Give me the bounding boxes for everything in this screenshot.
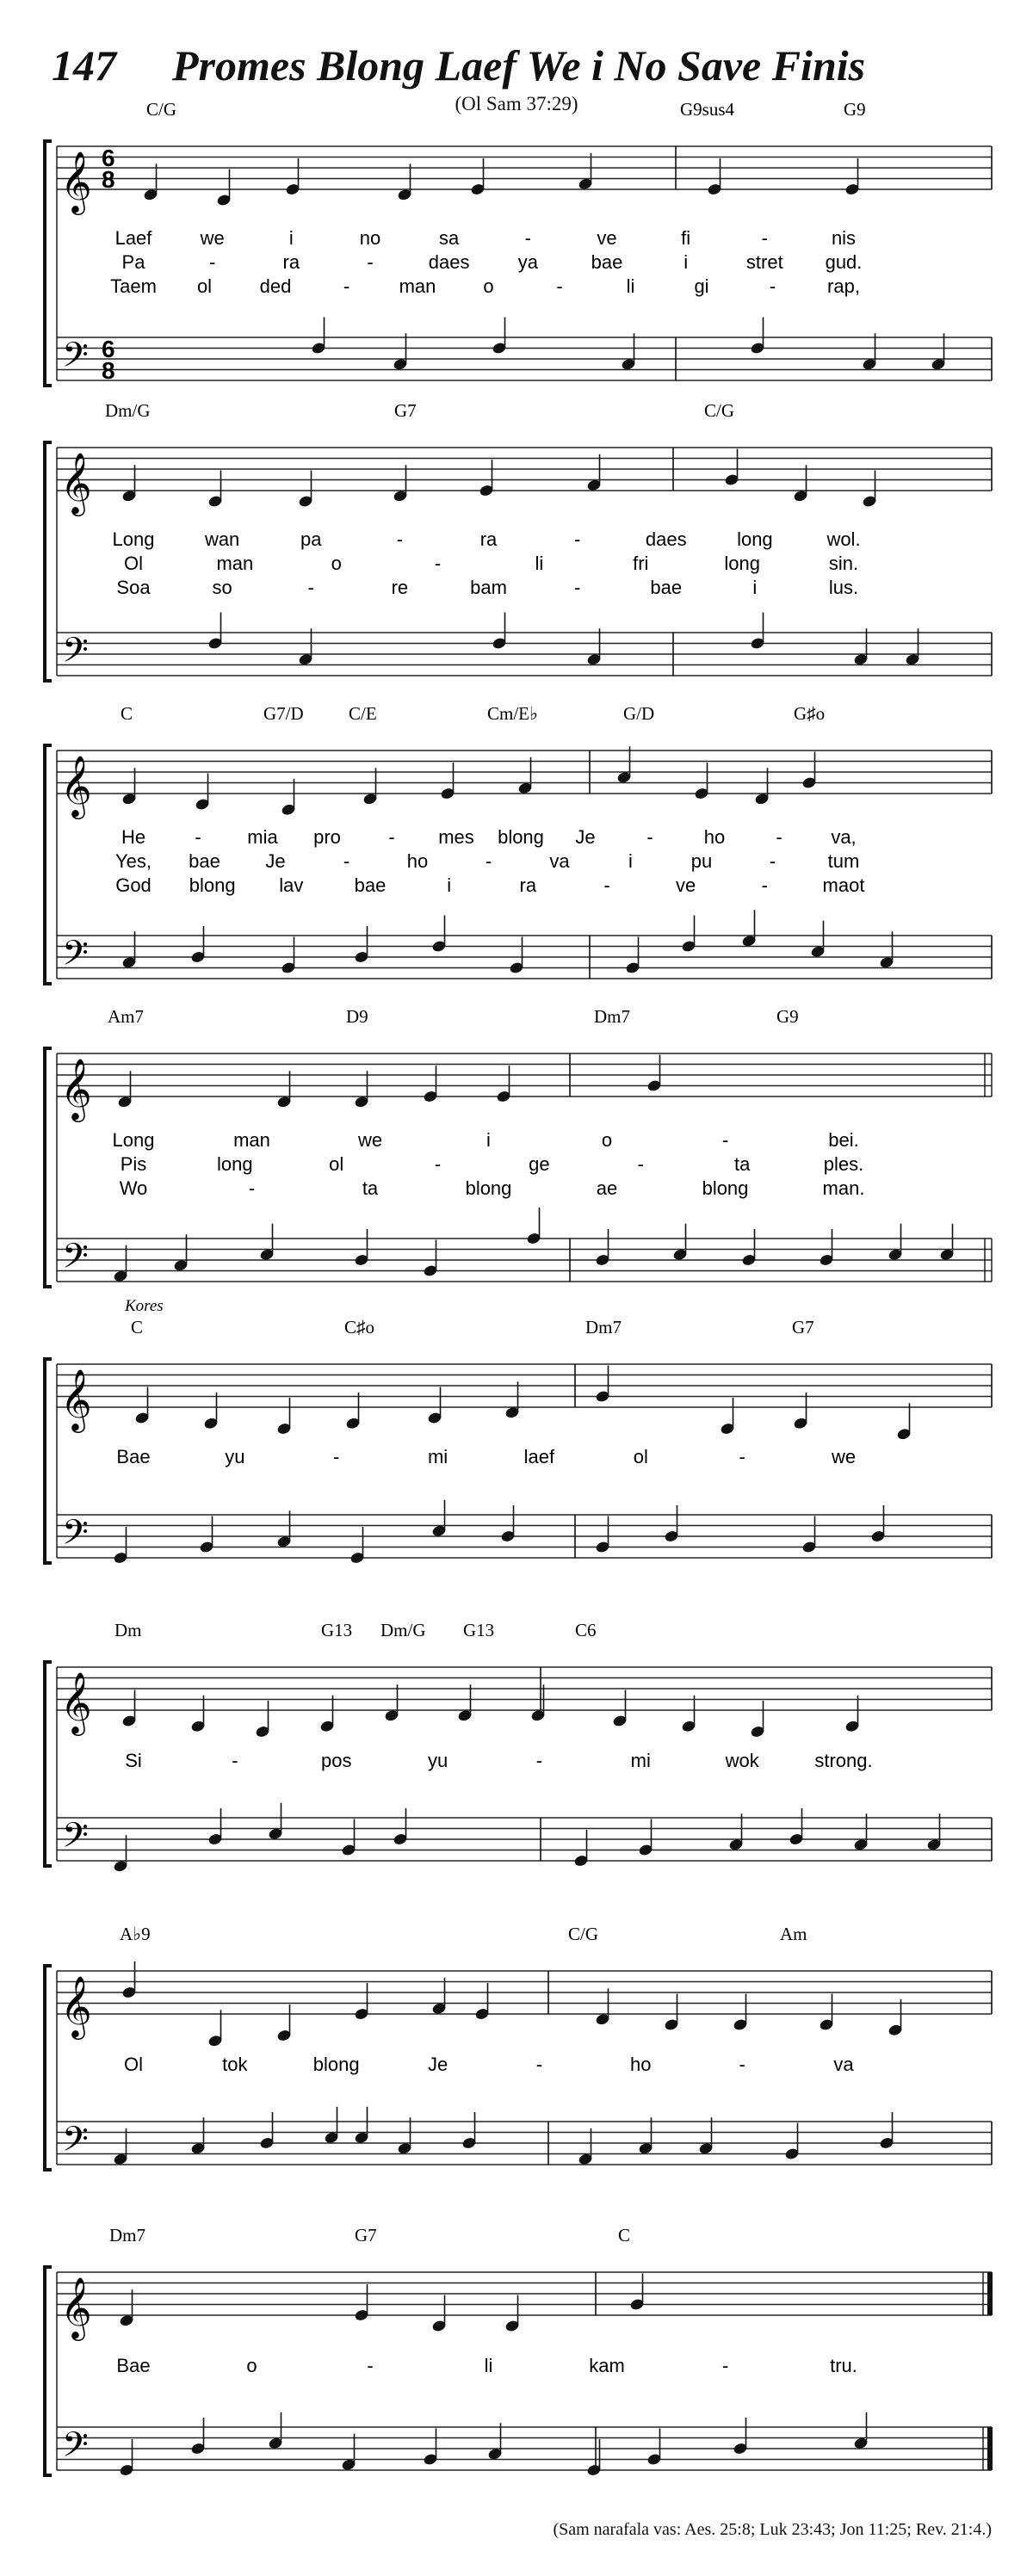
treble-clef-icon: 𝄞 [60,1370,92,1430]
lyric-syllable: - [388,826,395,848]
system-bracket [45,141,52,386]
treble-clef-icon: 𝄞 [60,2278,92,2338]
chord-symbol: Dm7 [109,2225,145,2246]
lyric-syllable: long [217,1153,253,1175]
lyric-syllable: - [367,2355,374,2376]
chord-symbol: C/G [146,99,177,120]
bass-clef-icon: 𝄢 [62,632,89,678]
treble-clef-icon: 𝄞 [60,454,92,513]
lyric-syllable: - [769,275,776,297]
lyric-syllable: i [288,227,294,249]
system-8 [45,2225,992,2477]
lyric-syllable: Pis [120,1153,147,1175]
lyric-syllable: va [549,850,570,872]
chord-symbol: G7 [394,400,417,421]
lyric-syllable: - [209,251,216,273]
lyric-syllable: bam [470,577,507,598]
lyric-syllable: so [212,577,232,598]
bass-clef-icon: 𝄢 [62,2426,89,2473]
bass-clef-icon: 𝄢 [62,1817,89,1863]
chord-symbol: C♯o [344,1317,375,1337]
lyric-syllable: we [831,1446,857,1467]
system-3 [45,703,992,984]
lyric-syllable: - [367,251,374,273]
chord-symbol: G9sus4 [680,99,735,120]
treble-clef-icon: 𝄞 [60,1673,92,1733]
lyric-syllable: - [573,577,581,598]
lyric-syllable: maot [822,874,865,896]
lyric-syllable: i [447,874,452,896]
song-number: 147 [52,41,116,90]
lyric-syllable: we [357,1129,383,1151]
system-2 [45,400,992,681]
lyric-syllable: blong [465,1177,512,1199]
lyric-syllable: i [628,850,633,872]
treble-clef-icon: 𝄞 [60,1059,92,1119]
lyric-syllable: mes [438,826,474,848]
chord-symbol: G7 [792,1317,814,1337]
lyric-syllable: Ol [124,2054,143,2075]
lyric-syllable: ra [282,251,300,273]
lyric-syllable: God [115,874,152,896]
system-bracket [45,2267,52,2475]
lyric-syllable: laef [523,1446,555,1467]
lyric-syllable: ge [529,1153,550,1175]
chord-symbol: C [121,703,133,724]
lyric-syllable: wol. [826,528,861,550]
chord-symbol: D9 [346,1006,368,1027]
lyric-syllable: - [535,1750,543,1771]
lyric-syllable: Je [427,2054,448,2075]
lyric-syllable: - [485,850,492,872]
chord-symbol: G7/D [263,703,304,724]
chord-symbol: Dm/G [105,400,151,421]
system-bracket [45,1966,52,2170]
lyric-syllable: yu [427,1750,448,1771]
lyric-syllable: we [200,227,225,249]
lyric-syllable: re [391,577,409,598]
bass-clef-icon: 𝄢 [62,2121,89,2167]
lyric-syllable: fri [633,553,649,574]
lyric-syllable: ya [517,251,538,273]
lyric-syllable: mia [247,826,278,848]
lyric-syllable: ra [519,874,537,896]
lyric-syllable: lus. [828,577,859,598]
chord-symbol: G♯o [794,703,826,724]
lyric-syllable: fi [681,227,691,249]
lyric-syllable: blong [702,1177,749,1199]
lyric-syllable: pro [313,826,341,848]
lyric-syllable: bae [354,874,387,896]
chord-symbol: C6 [575,1620,597,1640]
lyric-syllable: ta [733,1153,751,1175]
chord-symbol: G7 [355,2225,377,2246]
lyric-syllable: - [721,1129,729,1151]
chord-symbol: Dm7 [585,1317,622,1337]
lyric-syllable: - [396,528,404,550]
lyric-syllable: nis [831,227,857,249]
system-bracket [45,1359,52,1563]
system-6 [45,1620,992,1873]
section-label: Kores [125,1297,164,1315]
lyric-syllable: i [486,1129,491,1151]
treble-clef-icon: 𝄞 [60,757,92,816]
time-signature-top: 6 [102,145,115,171]
chord-symbol: G13 [463,1620,495,1640]
lyric-syllable: pu [690,850,713,872]
lyric-syllable: o [246,2355,257,2376]
lyric-syllable: - [776,826,782,848]
system-bracket [45,1662,52,1866]
lyric-syllable: - [761,874,768,896]
lyric-syllable: Long [112,1129,155,1151]
lyric-syllable: Soa [116,577,151,598]
lyric-syllable: ra [479,528,498,550]
lyric-syllable: - [232,1750,238,1771]
lyric-syllable: Je [575,826,596,848]
lyric-syllable: - [769,850,776,872]
lyric-syllable: - [333,1446,340,1467]
lyric-syllable: blong [498,826,544,848]
time-signature-bottom: 8 [102,357,115,384]
lyric-syllable: long [724,553,760,574]
lyric-syllable: Pa [121,251,145,273]
lyric-syllable: lav [279,874,304,896]
lyric-syllable: kam [589,2355,625,2376]
lyric-syllable: blong [189,874,236,896]
lyric-syllable: ho [406,850,429,872]
chord-symbol: G9 [844,99,866,120]
system-5 [45,1297,992,1565]
lyric-syllable: gi [694,275,709,297]
lyric-syllable: strong. [814,1750,873,1771]
lyric-syllable: - [556,275,563,297]
lyric-syllable: rap, [827,275,860,297]
lyric-syllable: blong [312,2054,360,2075]
lyric-syllable: bae [591,251,623,273]
lyric-syllable: - [195,826,201,848]
lyric-syllable: no [359,227,381,249]
lyric-syllable: va, [831,826,857,848]
lyric-syllable: Taem [110,275,157,297]
lyric-syllable: daes [428,251,470,273]
lyric-syllable: ol [196,275,213,297]
lyric-syllable: ol [633,1446,648,1467]
lyric-syllable: - [739,1446,745,1467]
lyric-syllable: - [637,1153,644,1175]
chord-symbol: A♭9 [120,1924,151,1944]
lyric-syllable: Je [265,850,286,872]
lyric-syllable: i [752,577,758,598]
lyric-syllable: tok [222,2054,248,2075]
lyric-syllable: Yes, [114,850,152,872]
system-bracket [45,442,52,681]
lyric-syllable: mi [427,1446,448,1467]
chord-symbol: G9 [776,1006,799,1027]
lyric-syllable: long [737,528,773,550]
lyric-syllable: man [399,275,436,297]
bass-clef-icon: 𝄢 [62,337,89,383]
bass-clef-icon: 𝄢 [62,935,89,981]
lyric-syllable: bae [650,577,683,598]
lyric-syllable: man [233,1129,270,1151]
time-signature-top: 6 [102,336,115,362]
lyric-syllable: ol [329,1153,344,1175]
system-4 [45,1006,992,1287]
lyric-syllable: - [646,826,653,848]
system-7 [45,1924,992,2170]
lyric-syllable: Laef [114,227,152,249]
lyric-syllable: - [739,2054,745,2075]
lyric-syllable: li [484,2355,493,2376]
chord-symbol: Cm/E♭ [487,703,538,724]
lyric-syllable: li [626,275,635,297]
lyric-syllable: Wo [119,1177,148,1199]
song-title: Promes Blong Laef We i No Save Finis [172,41,866,90]
bass-clef-icon: 𝄢 [62,1238,89,1284]
lyric-syllable: pa [300,528,322,550]
chord-symbol: G13 [321,1620,353,1640]
lyric-syllable: man [216,553,254,574]
lyric-syllable: ples. [823,1153,864,1175]
lyric-syllable: pos [320,1750,352,1771]
lyric-syllable: Bae [116,2355,151,2376]
lyric-syllable: li [535,553,544,574]
chord-symbol: C/G [704,400,735,421]
chord-symbol: Am [780,1924,807,1944]
footer-references: (Sam narafala vas: Aes. 25:8; Luk 23:43; Jon 11:25; Rev. 21:4.) [553,2520,992,2539]
lyric-syllable: stret [745,251,783,273]
lyric-syllable: bei. [828,1129,859,1151]
bass-clef-icon: 𝄢 [62,1514,89,1560]
lyric-syllable: ho [630,2054,652,2075]
chord-symbol: Am7 [108,1006,144,1027]
treble-clef-icon: 𝄞 [60,152,92,212]
lyric-syllable: ta [362,1177,379,1199]
treble-clef-icon: 𝄞 [60,1977,92,2036]
lyric-syllable: mi [630,1750,651,1771]
time-signature-bottom: 8 [102,166,115,193]
lyric-syllable: - [603,874,610,896]
lyric-syllable: daes [645,528,687,550]
chord-symbol: Dm [114,1620,142,1640]
chord-symbol: C [618,2225,631,2246]
lyric-syllable: - [434,553,442,574]
lyric-syllable: sa [439,227,460,249]
lyric-syllable: - [307,577,314,598]
lyric-syllable: ve [676,874,696,896]
chord-symbol: Dm7 [594,1006,630,1027]
chord-symbol: Dm/G [380,1620,426,1640]
lyric-syllable: ve [597,227,617,249]
lyric-syllable: wok [725,1750,759,1771]
system-bracket [45,1048,52,1287]
lyric-syllable: yu [225,1446,245,1467]
lyric-syllable: ho [703,826,726,848]
lyric-syllable: - [721,2355,729,2376]
lyric-syllable: - [535,2054,543,2075]
lyric-syllable: Ol [124,553,143,574]
lyric-syllable: - [524,227,531,249]
lyric-syllable: Long [112,528,155,550]
lyric-syllable: o [331,553,342,574]
lyric-syllable: wan [204,528,240,550]
lyric-syllable: sin. [828,553,859,574]
lyric-syllable: i [684,251,689,273]
lyric-syllable: o [601,1129,613,1151]
lyric-syllable: tru. [830,2355,857,2376]
lyric-syllable: bae [189,850,220,872]
lyric-syllable: Si [125,1750,142,1771]
lyric-syllable: man. [822,1177,865,1199]
chord-symbol: C [131,1317,144,1337]
lyric-syllable: - [573,528,581,550]
lyric-syllable: tum [827,850,860,872]
lyric-syllable: - [248,1177,256,1199]
lyric-syllable: va [833,2054,854,2075]
lyric-syllable: - [343,850,350,872]
lyric-syllable: He [121,826,146,848]
system-1 [45,99,992,386]
lyric-syllable: gud. [825,251,863,273]
lyric-syllable: ae [596,1177,618,1199]
lyric-syllable: o [483,275,494,297]
lyric-syllable: - [761,227,768,249]
system-bracket [45,745,52,984]
lyric-syllable: ded [259,275,292,297]
chord-symbol: G/D [623,703,655,724]
scripture-reference: (Ol Sam 37:29) [455,93,578,114]
lyric-syllable: - [434,1153,442,1175]
lyric-syllable: - [343,275,350,297]
chord-symbol: C/E [349,703,377,724]
chord-symbol: C/G [568,1924,599,1944]
lyric-syllable: Bae [116,1446,151,1467]
